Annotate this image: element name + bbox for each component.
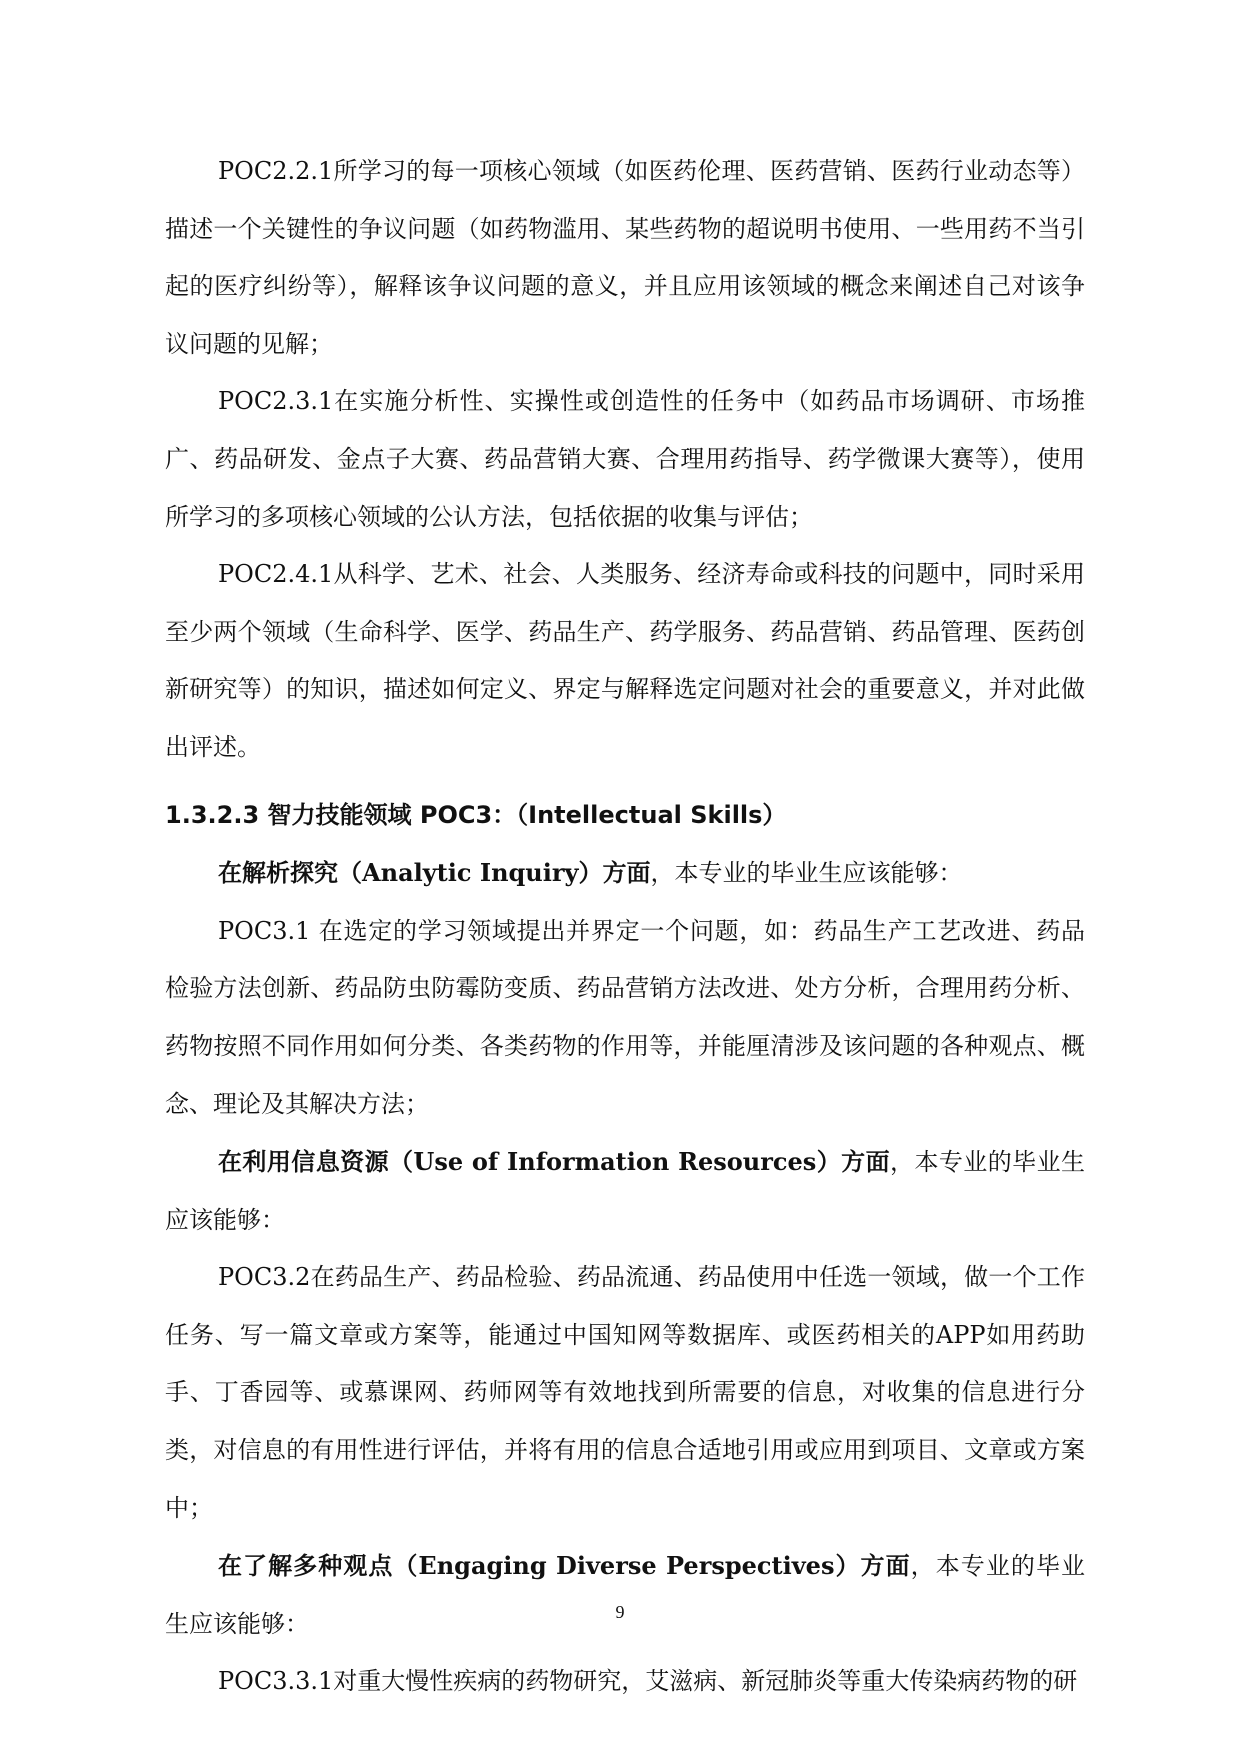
paragraph-poc2-3-1: POC2.3.1在实施分析性、实操性或创造性的任务中（如药品市场调研、市场推广、药品研发、金点子大赛、药品营销大赛、合理用药指导、药学微课大赛等），使用所学习的多项核心领域的公认方法，包括依据的收集与评估； xyxy=(165,387,1085,531)
paragraph-poc2-2-1: POC2.2.1所学习的每一项核心领域（如医药伦理、医药营销、医药行业动态等）描述一个关键性的争议问题（如药物滥用、某些药物的超说明书使用、一些用药不当引起的医疗纠纷等），解释该争议问题的意义，并且应用该领域的概念来阐述自己对该争议问题的见解； xyxy=(165,157,1085,358)
paragraph-poc3-3-1: POC3.3.1对重大慢性疾病的药物研究，艾滋病、新冠肺炎等重大传染病药物的研 xyxy=(218,1667,1078,1696)
perspectives-lead-rest: ，本专业的毕业生应该能够： xyxy=(165,1552,1085,1638)
paragraph-poc3-2: POC3.2在药品生产、药品检验、药品流通、药品使用中任选一领域，做一个工作任务、写一篇文章或方案等，能通过中国知网等数据库、或医药相关的APP如用药助手、丁香园等、或慕课网、药师网等有效地找到所需要的信息，对收集的信息进行分类，对信息的有用性进行评估，并将有用的信息合适地引用或应用到项目、文章或方案中； xyxy=(165,1263,1085,1522)
paragraph-information-lead xyxy=(165,1133,1085,1249)
section-heading-poc3: 1.3.2.3 智力技能领域 POC3：（Intellectual Skills） xyxy=(165,800,787,829)
body-text xyxy=(165,143,1085,1711)
analytic-lead-bold: 在解析探究（Analytic Inquiry）方面 xyxy=(218,858,651,888)
paragraph-poc2-4-1: POC2.4.1从科学、艺术、社会、人类服务、经济寿命或科技的问题中，同时采用至少两个领域（生命科学、医学、药品生产、药学服务、药品营销、药品管理、医药创新研究等）的知识，描述如何定义、界定与解释选定问题对社会的重要意义，并对此做出评述。 xyxy=(165,560,1085,761)
information-lead-rest: ，本专业的毕业生应该能够： xyxy=(165,1148,1086,1234)
paragraph-perspectives-lead xyxy=(165,1537,1085,1653)
perspectives-lead-bold: 在了解多种观点（Engaging Diverse Perspectives）方面 xyxy=(218,1551,911,1581)
analytic-lead-rest: ，本专业的毕业生应该能够： xyxy=(650,859,963,888)
paragraph-poc3-1: POC3.1 在选定的学习领域提出并界定一个问题，如：药品生产工艺改进、药品检验方法创新、药品防虫防霉防变质、药品营销方法改进、处方分析，合理用药分析、药物按照不同作用如何分类、各类药物的作用等，并能厘清涉及该问题的各种观点、概念、理论及其解决方法； xyxy=(165,916,1085,1118)
information-lead-bold: 在利用信息资源（Use of Information Resources）方面 xyxy=(218,1147,891,1177)
page-number: 9 xyxy=(615,1602,625,1622)
paragraph-analytic-lead xyxy=(165,844,1085,903)
